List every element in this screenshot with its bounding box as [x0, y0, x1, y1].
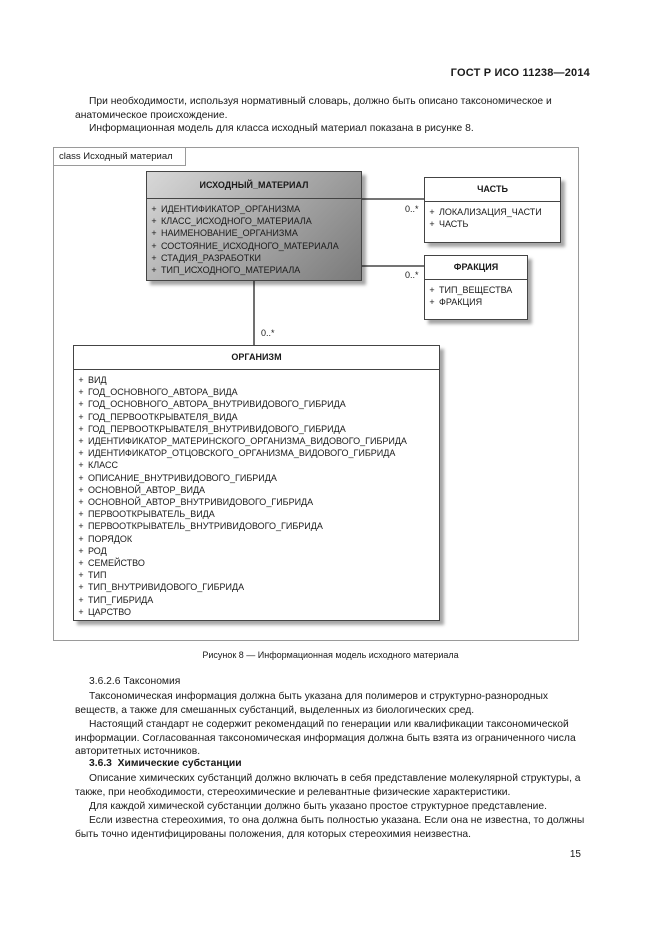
visibility-marker: + [151, 240, 157, 251]
visibility-marker: + [78, 460, 84, 471]
class-attribute [74, 435, 439, 447]
attribute-name: ГОД_ОСНОВНОГО_АВТОРА_ВИДА [88, 387, 238, 398]
visibility-marker: + [78, 606, 84, 617]
class-source-material [146, 171, 362, 281]
class-source-material-title: ИСХОДНЫЙ_МАТЕРИАЛ [147, 172, 361, 199]
uml-diagram-frame [53, 147, 579, 641]
figure-caption: Рисунок 8 — Информационная модель исходного материала [202, 650, 459, 660]
attribute-name: РОД [88, 545, 107, 556]
visibility-marker: + [78, 387, 84, 398]
attribute-name: ЛОКАЛИЗАЦИЯ_ЧАСТИ [439, 207, 542, 217]
attribute-name: ПЕРВООТКРЫВАТЕЛЬ_ВИДА [88, 509, 215, 520]
class-attribute [74, 398, 439, 410]
visibility-marker: + [78, 533, 84, 544]
section-363-paragraph-1: Описание химических субстанций должно включать в себя представление молекулярной структуры, а также, при необходимости, стереохимические и релевантные физические характеристики. [75, 773, 581, 798]
class-attribute [147, 215, 361, 227]
class-attribute [74, 520, 439, 532]
attribute-name: СЕМЕЙСТВО [88, 558, 145, 569]
class-attribute [425, 218, 560, 230]
section-3626-paragraph-2: Настоящий стандарт не содержит рекомендаций по генерации или квалификации таксономической информации. Согласованная таксономическая информация должна быть взята из ограниченного числа авторитетных источников. [75, 719, 576, 757]
standard-header: ГОСТ Р ИСО 11238—2014 [450, 67, 590, 79]
class-fraction-attributes [425, 280, 527, 312]
class-attribute [74, 386, 439, 398]
visibility-marker: + [429, 219, 435, 230]
class-attribute [74, 508, 439, 520]
class-attribute [74, 447, 439, 459]
visibility-marker: + [78, 570, 84, 581]
visibility-marker: + [78, 411, 84, 422]
class-source-material-attributes [147, 199, 361, 280]
class-attribute [147, 264, 361, 276]
class-organism [73, 345, 440, 621]
class-attribute [74, 533, 439, 545]
class-attribute [74, 484, 439, 496]
attribute-name: ИДЕНТИФИКАТОР_ОТЦОВСКОГО_ОРГАНИЗМА_ВИДОВОГО_ГИБРИДА [88, 448, 396, 459]
class-attribute [74, 569, 439, 581]
visibility-marker: + [78, 594, 84, 605]
visibility-marker: + [78, 436, 84, 447]
attribute-name: СТАДИЯ_РАЗРАБОТКИ [161, 252, 261, 263]
visibility-marker: + [429, 285, 435, 295]
attribute-name: ПОРЯДОК [88, 533, 133, 544]
visibility-marker: + [151, 216, 157, 227]
attribute-name: ОПИСАНИЕ_ВНУТРИВИДОВОГО_ГИБРИДА [88, 472, 277, 483]
intro-paragraph-1: При необходимости, используя нормативный словарь, должно быть описано таксономическое и анатомическое происхождение. [75, 96, 552, 121]
visibility-marker: + [151, 252, 157, 263]
attribute-name: ОСНОВНОЙ_АВТОР_ВИДА [88, 484, 206, 495]
section-3626-paragraph-1: Таксономическая информация должна быть указана для полимеров и структурно-разнородных веществ, а также для смешанных субстанций, выделенных из биологических сред. [75, 691, 549, 716]
class-attribute [74, 581, 439, 593]
class-attribute [147, 252, 361, 264]
attribute-name: КЛАСС_ИСХОДНОГО_МАТЕРИАЛА [161, 216, 312, 227]
class-attribute [147, 203, 361, 215]
class-fraction-title: ФРАКЦИЯ [425, 256, 527, 280]
class-attribute [74, 472, 439, 484]
section-3626-heading: 3.6.2.6 Таксономия [89, 676, 181, 687]
attribute-name: ТИП_ГИБРИДА [88, 594, 154, 605]
visibility-marker: + [429, 207, 435, 217]
attribute-name: ТИП_ВЕЩЕСТВА [439, 285, 513, 295]
class-attribute [147, 227, 361, 239]
attribute-name: ТИП [88, 570, 107, 581]
attribute-name: ГОД_ПЕРВООТКРЫВАТЕЛЯ_ВИДА [88, 411, 238, 422]
visibility-marker: + [429, 297, 435, 308]
class-attribute [74, 594, 439, 606]
attribute-name: ВИД [88, 375, 107, 385]
fraction-multiplicity: 0..* [405, 270, 419, 280]
visibility-marker: + [151, 265, 157, 276]
page-number: 15 [569, 849, 581, 860]
class-organism-title: ОРГАНИЗМ [74, 346, 439, 370]
class-attribute [74, 545, 439, 557]
attribute-name: ЧАСТЬ [439, 219, 469, 230]
class-attribute [425, 296, 527, 308]
attribute-name: ИДЕНТИФИКАТОР_ОРГАНИЗМА [161, 204, 301, 214]
visibility-marker: + [78, 582, 84, 593]
visibility-marker: + [78, 399, 84, 410]
visibility-marker: + [78, 497, 84, 508]
class-attribute [74, 557, 439, 569]
class-part [424, 177, 561, 243]
attribute-name: ОСНОВНОЙ_АВТОР_ВНУТРИВИДОВОГО_ГИБРИДА [88, 497, 314, 508]
visibility-marker: + [78, 423, 84, 434]
class-attribute [425, 206, 560, 218]
section-363-paragraph-3: Если известна стереохимия, то она должна быть полностью указана. Если она не известна, то должны быть точно идентифицированы положения, для которых стереохимия неизвестна. [75, 815, 585, 840]
class-attribute [74, 423, 439, 435]
visibility-marker: + [78, 375, 84, 385]
section-363-heading [89, 758, 242, 769]
attribute-name: ТИП_ИСХОДНОГО_МАТЕРИАЛА [161, 265, 301, 276]
attribute-name: ФРАКЦИЯ [439, 297, 483, 308]
class-attribute [74, 496, 439, 508]
organism-multiplicity: 0..* [261, 328, 275, 338]
class-part-title: ЧАСТЬ [425, 178, 560, 202]
class-organism-attributes [74, 370, 439, 622]
visibility-marker: + [151, 228, 157, 239]
class-attribute [74, 606, 439, 618]
section-363-paragraph-2: Для каждой химической субстанции должно быть указано простое структурное представление. [89, 801, 547, 812]
visibility-marker: + [78, 448, 84, 459]
class-attribute [74, 459, 439, 471]
visibility-marker: + [78, 558, 84, 569]
diagram-frame-label: class Исходный материал [54, 148, 186, 166]
class-part-attributes [425, 202, 560, 234]
attribute-name: ТИП_ВНУТРИВИДОВОГО_ГИБРИДА [88, 582, 245, 593]
attribute-name: ГОД_ОСНОВНОГО_АВТОРА_ВНУТРИВИДОВОГО_ГИБРИДА [88, 399, 346, 410]
class-attribute [74, 411, 439, 423]
attribute-name: ЦАРСТВО [88, 606, 131, 617]
class-attribute [74, 374, 439, 386]
attribute-name: СОСТОЯНИЕ_ИСХОДНОГО_МАТЕРИАЛА [161, 240, 339, 251]
attribute-name: КЛАСС [88, 460, 118, 471]
attribute-name: ИДЕНТИФИКАТОР_МАТЕРИНСКОГО_ОРГАНИЗМА_ВИДОВОГО_ГИБРИДА [88, 436, 407, 447]
attribute-name: ГОД_ПЕРВООТКРЫВАТЕЛЯ_ВНУТРИВИДОВОГО_ГИБРИДА [88, 423, 346, 434]
class-attribute [147, 240, 361, 252]
visibility-marker: + [78, 484, 84, 495]
part-multiplicity: 0..* [405, 204, 419, 214]
class-attribute [425, 284, 527, 296]
attribute-name: НАИМЕНОВАНИЕ_ОРГАНИЗМА [161, 228, 298, 239]
visibility-marker: + [151, 204, 157, 214]
class-fraction [424, 255, 528, 320]
visibility-marker: + [78, 509, 84, 520]
visibility-marker: + [78, 521, 84, 532]
section-363-title: Химические субстанции [117, 758, 242, 769]
intro-paragraph-2: Информационная модель для класса исходный материал показана в рисунке 8. [89, 123, 474, 134]
attribute-name: ПЕРВООТКРЫВАТЕЛЬ_ВНУТРИВИДОВОГО_ГИБРИДА [88, 521, 323, 532]
section-363-number: 3.6.3 [89, 758, 112, 769]
visibility-marker: + [78, 472, 84, 483]
visibility-marker: + [78, 545, 84, 556]
